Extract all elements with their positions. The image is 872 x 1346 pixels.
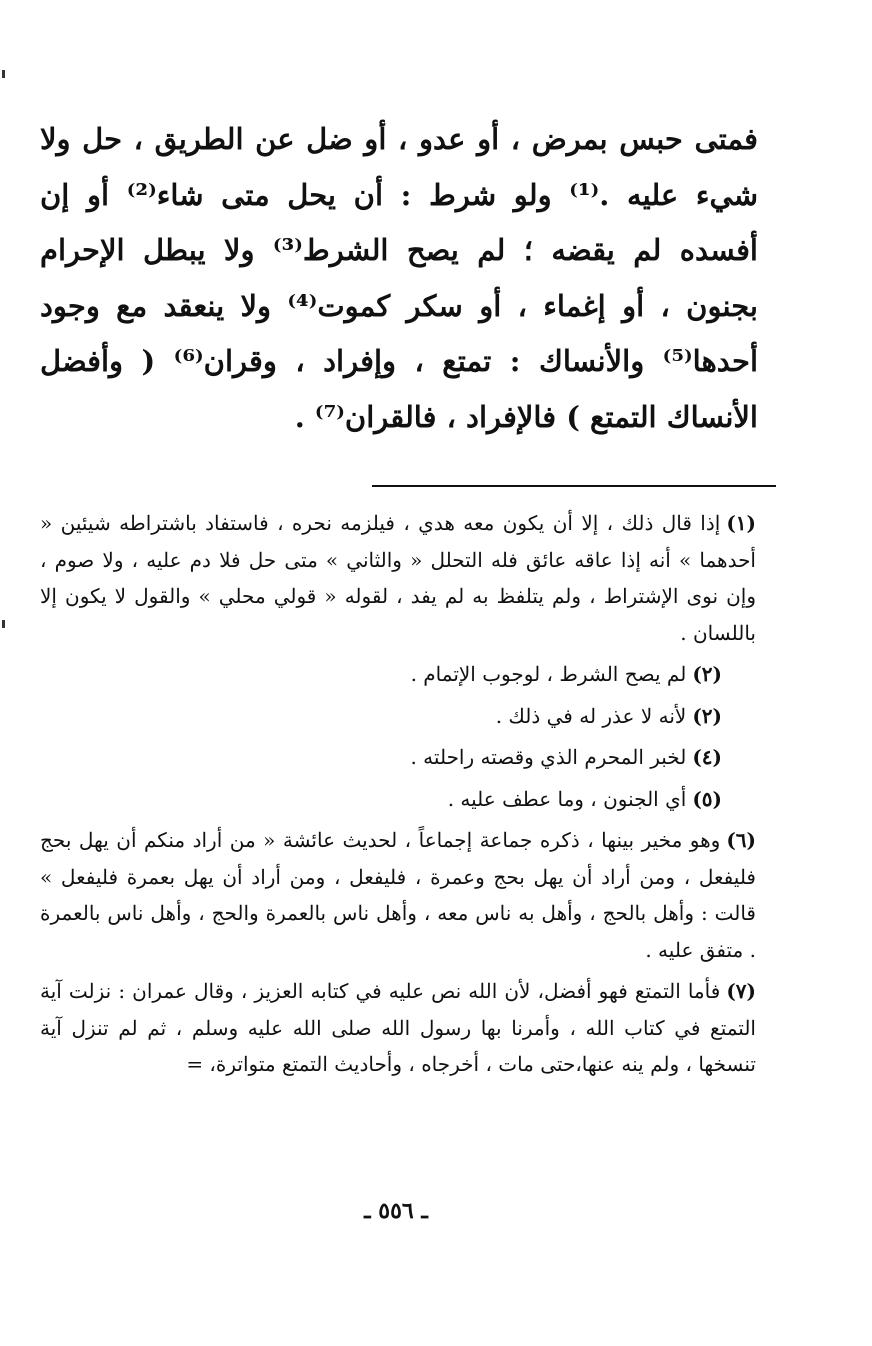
footnote-divider xyxy=(372,485,776,487)
footnote-1 xyxy=(40,505,756,651)
scan-edge-mark xyxy=(2,70,5,78)
footnote-number: (١) xyxy=(726,511,756,535)
footnote-6 xyxy=(40,822,756,968)
footnote-text: إذا قال ذلك ، إلا أن يكون معه هدي ، فيلزمه نحره ، فاستفاد باشتراطه شيئين « أحدهما » أنه إذا عاقه عائق فله التحلل « والثاني » متى حل فلا دم عليه ، ولا صوم ، وإن نوى الإشتراط ، ولم يتلفظ به لم يفد ، لقوله « قولي محلي » والقول لا يكون إلا باللسان . xyxy=(40,511,756,645)
main-paragraph: فمتى حبس بمرض ، أو عدو ، أو ضل عن الطريق ، حل ولا شيء عليه .⁽¹⁾ ولو شرط : أن يحل متى شاء⁽²⁾ أو إن أفسده لم يقضه ؛ لم يصح الشرط⁽³⁾ ولا يبطل الإحرام بجنون ، أو إغماء ، أو سكر كموت⁽⁴⁾ ولا ينعقد مع وجود أحدها⁽⁵⁾ والأنساك : تمتع ، وإفراد ، وقران⁽⁶⁾ ( وأفضل الأنساك التمتع ) فالإفراد ، فالقران⁽⁷⁾ . xyxy=(40,122,759,434)
footnote-text: لخبر المحرم الذي وقصته راحلته . xyxy=(410,745,687,769)
page-number: ـ ٥٥٦ ـ xyxy=(364,1198,428,1224)
footnote-text: لم يصح الشرط ، لوجوب الإتمام . xyxy=(410,662,687,686)
footnote-3 xyxy=(40,698,756,735)
footnotes-section xyxy=(40,505,756,1088)
footnote-5 xyxy=(40,781,756,818)
footnote-number: (٤) xyxy=(692,745,722,769)
footnote-text: لأنه لا عذر له في ذلك . xyxy=(495,703,687,728)
footnote-text: وهو مخير بينها ، ذكره جماعة إجماعاً ، لحديث عائشة « من أراد منكم أن يهل بحج فليفعل ، ومن أراد أن يهل بحج وعمرة ، فليفعل ، ومن أراد أن يهل بعمرة فليفعل » قالت : وأهل بالحج ، وأهل به ناس معه ، وأهل ناس بالعمرة والحج ، وأهل ناس بالعمرة . متفق عليه . xyxy=(40,828,756,962)
footnote-text: أي الجنون ، وما عطف عليه . xyxy=(447,786,687,811)
footnote-number: (٦) xyxy=(726,828,756,852)
footnote-number: (٢) xyxy=(692,662,722,686)
footnote-2 xyxy=(40,656,756,693)
scan-edge-mark xyxy=(2,620,5,628)
footnote-number: (٥) xyxy=(692,786,722,811)
main-text-block xyxy=(40,112,758,445)
footnote-text: فأما التمتع فهو أفضل، لأن الله نص عليه في كتابه العزيز ، وقال عمران : نزلت آية التمتع في كتاب الله ، وأمرنا بها رسول الله صلى الله عليه وسلم ، ثم لم تنزل آية تنسخها ، ولم ينه عنها،حتى مات ، أخرجاه ، وأحاديث التمتع متواترة، = xyxy=(40,979,756,1076)
footnote-number: (٧) xyxy=(726,979,756,1003)
footnote-4 xyxy=(40,739,756,776)
footnote-7 xyxy=(40,973,756,1083)
footnote-number: (٢) xyxy=(692,703,722,728)
